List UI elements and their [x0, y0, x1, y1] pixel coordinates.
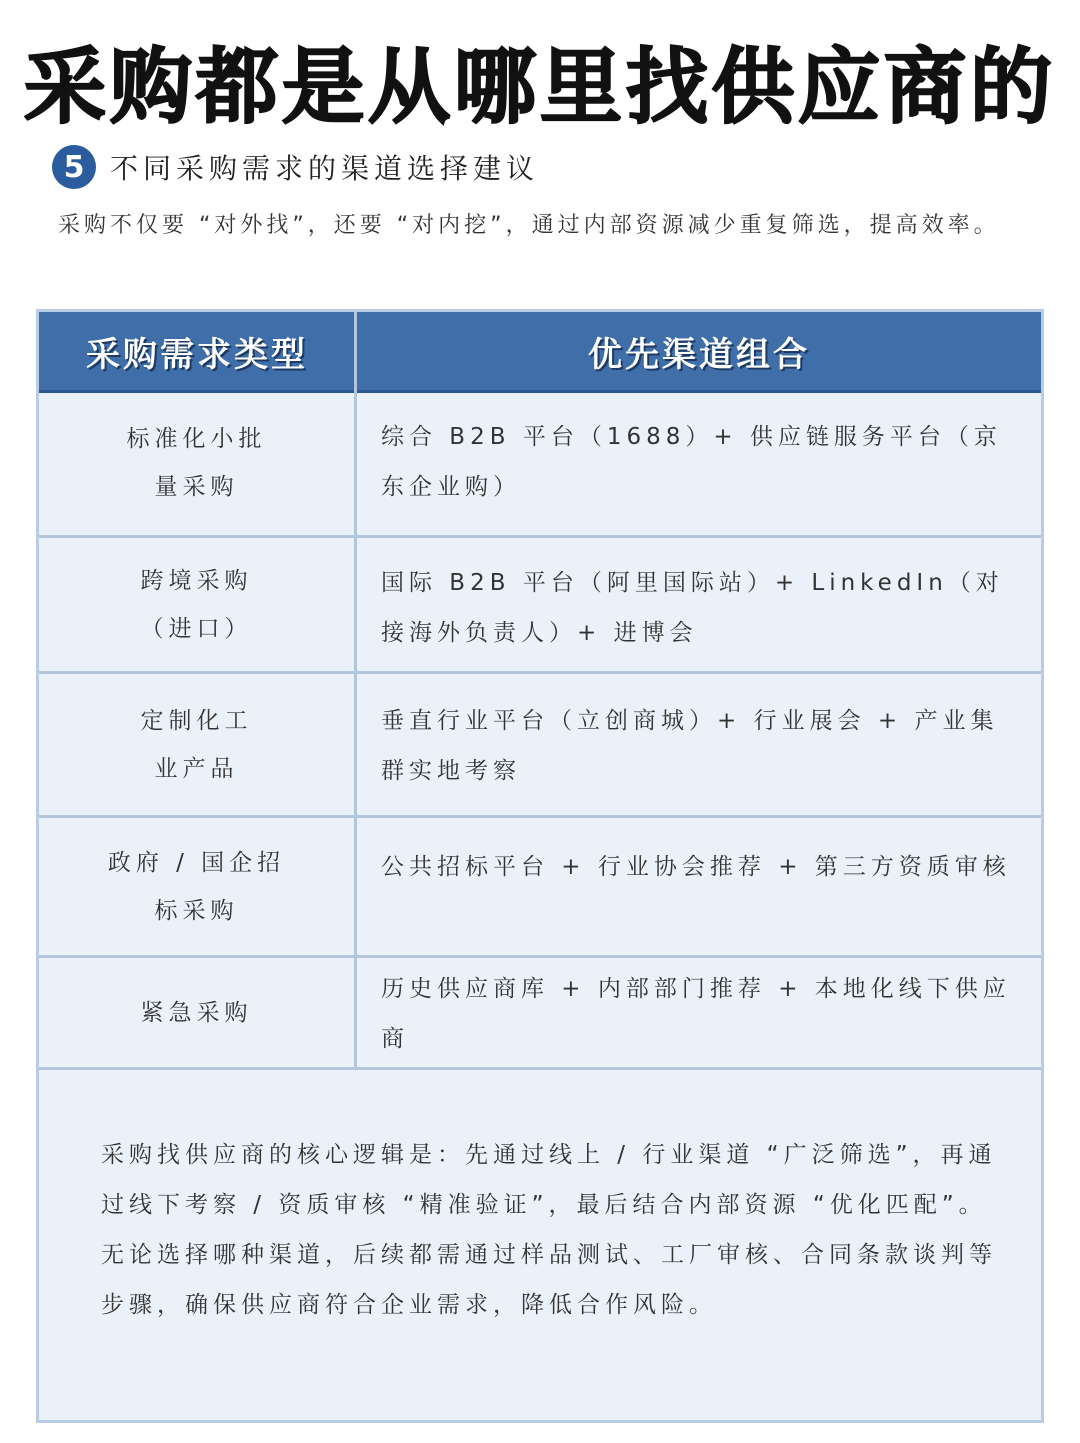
demand-type-line1: 紧急采购: [140, 999, 253, 1026]
demand-type-cell: [39, 390, 354, 535]
demand-type-line2: （进口）: [140, 615, 253, 642]
demand-type-line2: 量采购: [154, 473, 239, 500]
demand-type-line2: 业产品: [154, 755, 239, 782]
demand-type-line1: 政府 / 国企招: [107, 849, 286, 876]
demand-type-line1: 跨境采购: [140, 567, 253, 594]
header-channel-combo: 优先渠道组合: [588, 334, 810, 375]
channel-table: [36, 309, 1044, 1423]
demand-type-cell: [39, 538, 354, 671]
section-title: 不同采购需求的渠道选择建议: [110, 152, 540, 185]
demand-type-cell: [39, 958, 354, 1067]
channel-cell: 垂直行业平台（立创商城）+ 行业展会 + 产业集群实地考察: [381, 708, 999, 784]
channel-cell: 国际 B2B 平台（阿里国际站）+ LinkedIn（对接海外负责人）+ 进博会: [381, 570, 1004, 646]
header-demand-type: 采购需求类型: [86, 334, 308, 375]
page-title: 采购都是从哪里找供应商的: [23, 40, 1056, 135]
section-heading: [52, 145, 539, 189]
table-row: [39, 818, 1041, 958]
channel-cell: 公共招标平台 + 行业协会推荐 + 第三方资质审核: [381, 854, 1011, 880]
channel-cell: 综合 B2B 平台（1688）+ 供应链服务平台（京东企业购）: [381, 424, 1002, 500]
section-number-badge: 5: [52, 145, 96, 189]
channel-cell: 历史供应商库 + 内部部门推荐 + 本地化线下供应商: [381, 976, 1011, 1052]
demand-type-cell: [39, 818, 354, 955]
table-row: [39, 538, 1041, 674]
demand-type-line1: 标准化小批: [126, 425, 267, 452]
demand-type-cell: [39, 674, 354, 815]
table-row: [39, 674, 1041, 818]
table-header: [39, 312, 1041, 393]
table-row: [39, 958, 1041, 1070]
intro-text: 采购不仅要 “对外找”，还要 “对内挖”，通过内部资源减少重复筛选，提高效率。: [58, 213, 1000, 238]
table-row: [39, 390, 1041, 538]
summary-text: 采购找供应商的核心逻辑是：先通过线上 / 行业渠道 “广泛筛选”，再通过线下考察 / 资质审核 “精准验证”，最后结合内部资源 “优化匹配”。无论选择哪种渠道，后续都需通过样品测试、工厂审核、合同条款谈判等步骤，确保供应商符合企业需求，降低合作风险。: [101, 1142, 997, 1318]
demand-type-line2: 标采购: [154, 897, 239, 924]
demand-type-line1: 定制化工: [140, 707, 253, 734]
